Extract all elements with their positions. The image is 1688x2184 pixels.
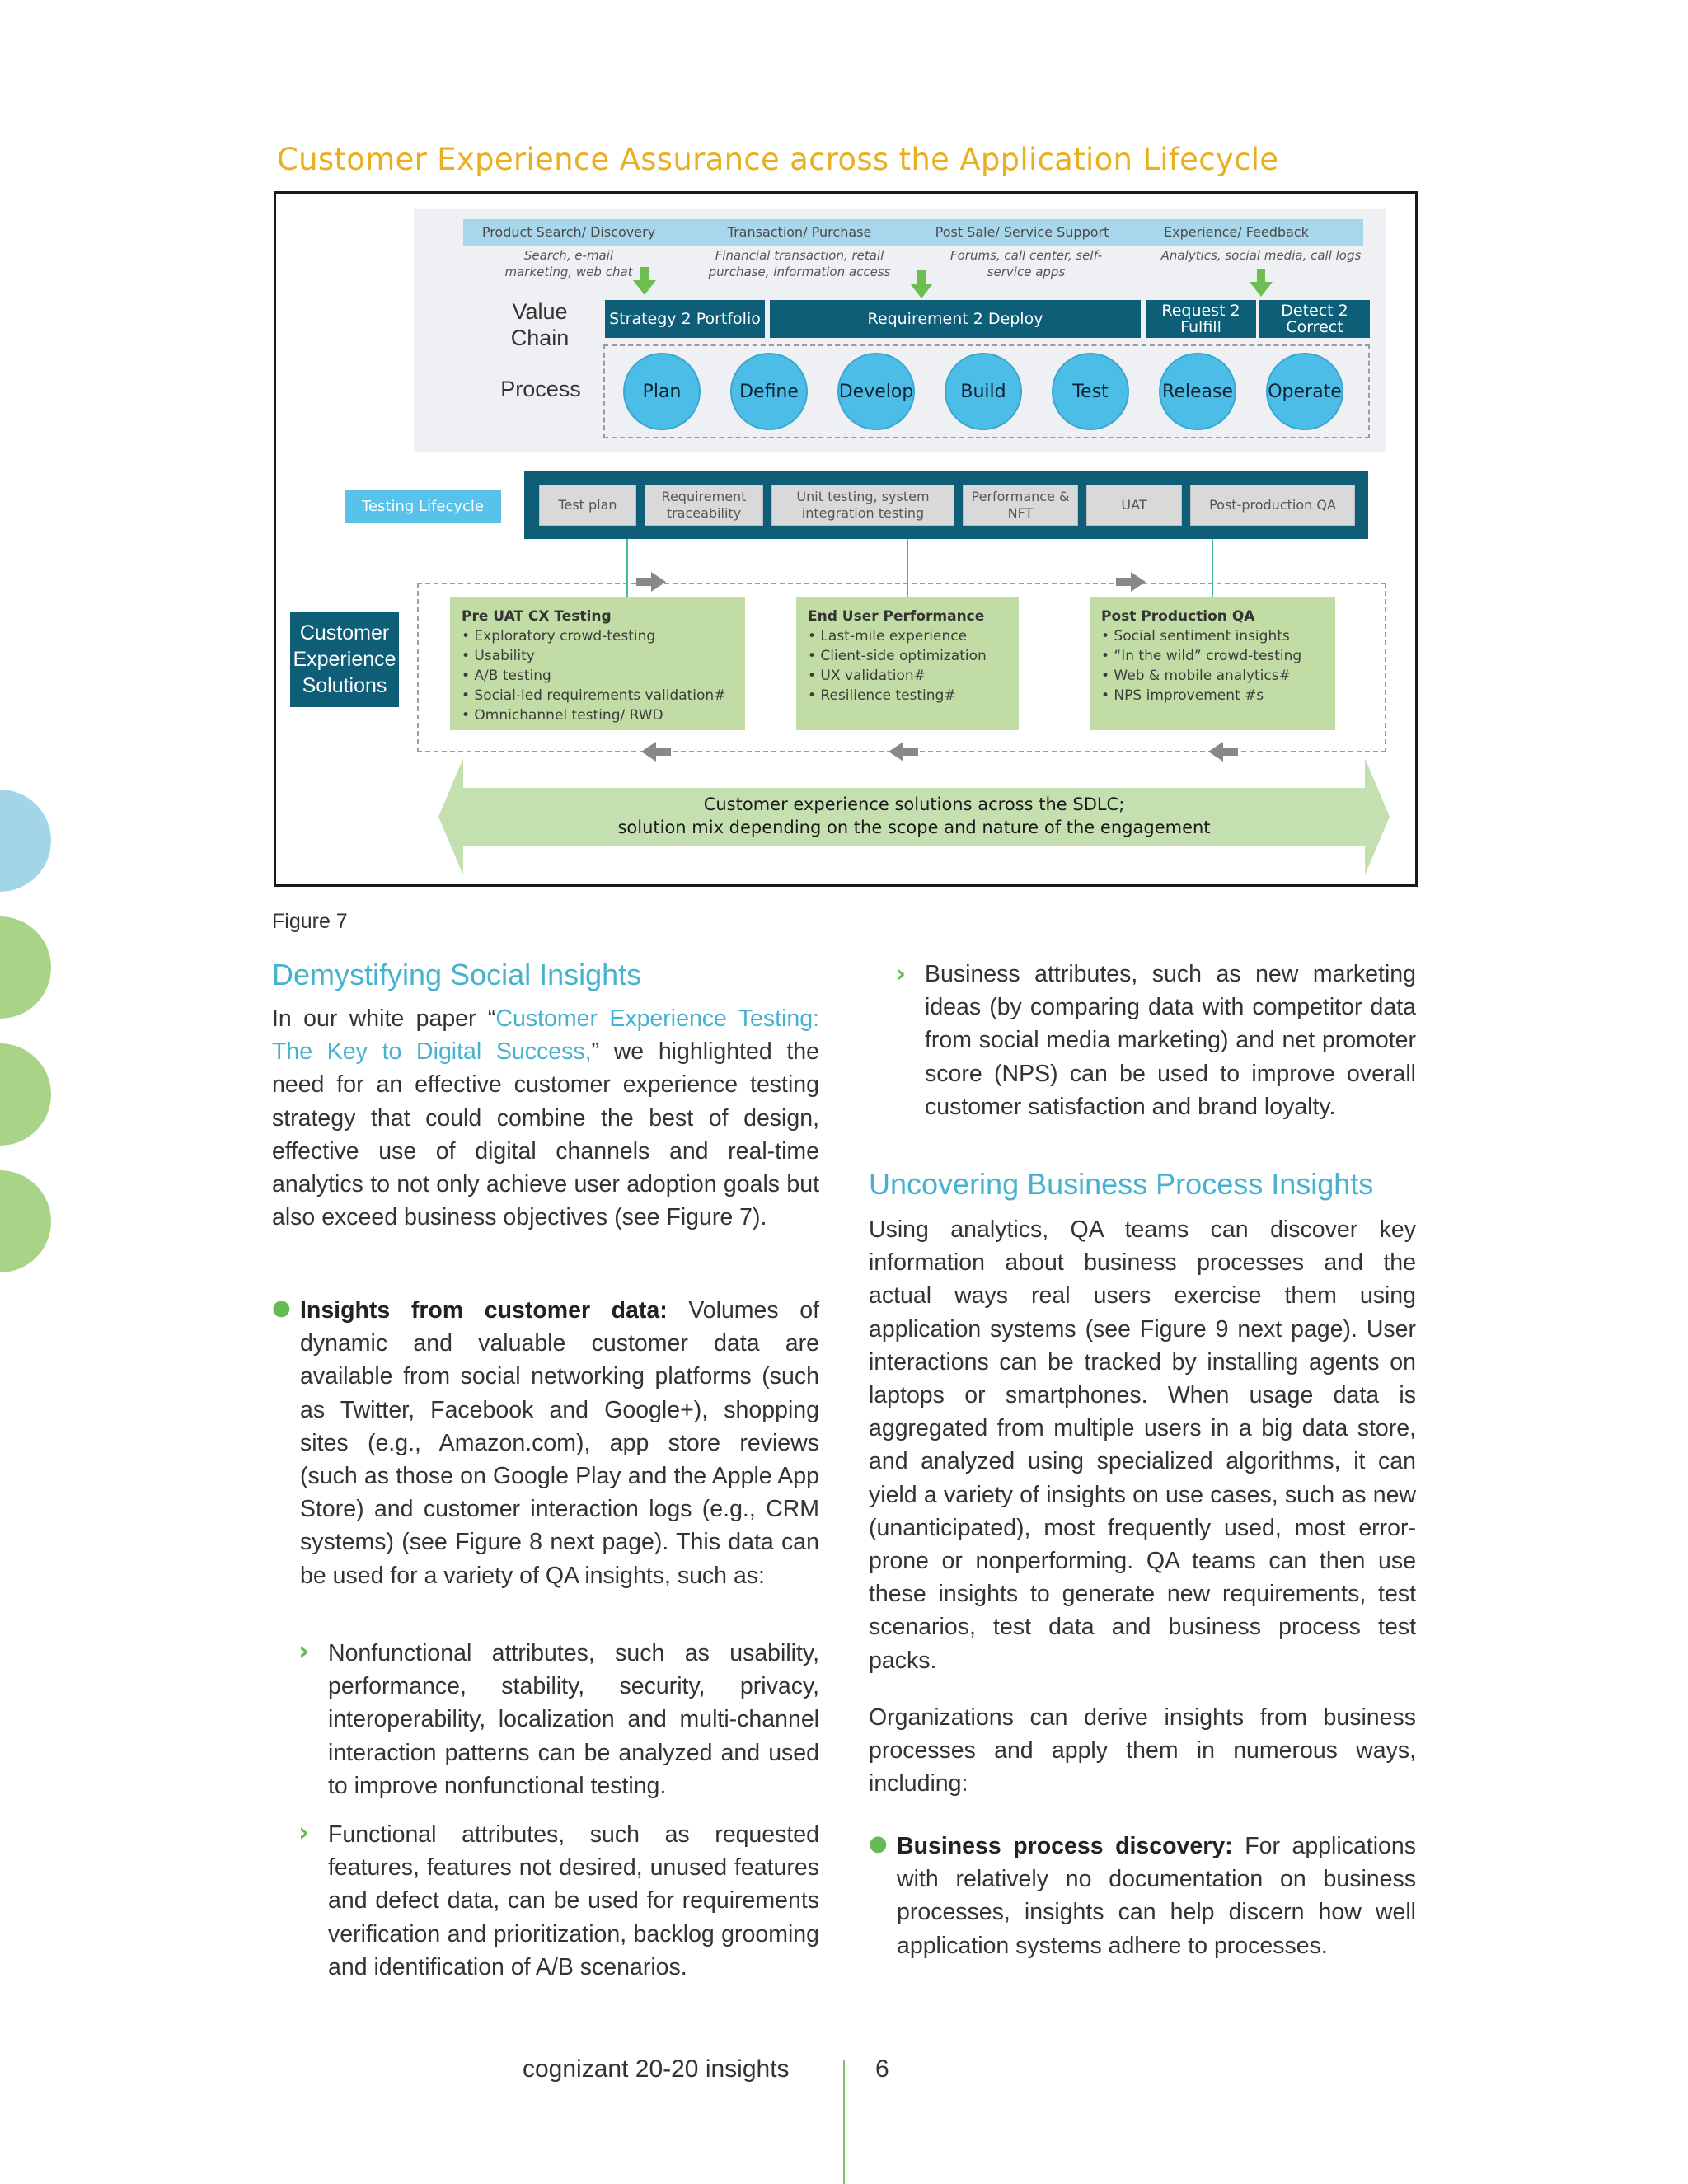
page-number: 6 (875, 2055, 889, 2083)
value-chain-block: Strategy 2 Portfolio (605, 300, 765, 338)
down-arrow-icon (1250, 269, 1273, 297)
phase-label: Product Search/ Discovery (481, 224, 656, 240)
value-chain-label: Value Chain (510, 299, 570, 350)
bullet-title: Business process discovery: (897, 1833, 1233, 1859)
section-heading: Demystifying Social Insights (272, 958, 642, 991)
arrow-caption-line: Customer experience solutions across the SDLC; (703, 794, 1125, 814)
testing-stage: Requirement traceability (645, 485, 763, 526)
process-step: Build (945, 353, 1022, 430)
testing-stage: UAT (1086, 485, 1182, 526)
figure-title: Customer Experience Assurance across the Application Lifecycle (277, 142, 1279, 177)
body-paragraph: Using analytics, QA teams can discover key information about business processes and the actual ways real users exercise them using application systems (see Figure 9 next page). User interactions can be tracked by installing agents on laptops or smartphones. When usage data is aggregated from multiple users in a big data store, and analyzed using specialized algorithms, it can yield a variety of insights on use cases, such as new (unanticipated), most frequently used, most error-prone or nonperforming. QA teams can then use these insights to generate new requirements, test scenarios, test data and business process test packs. (869, 1216, 1416, 1674)
down-arrow-icon (633, 267, 656, 295)
footer-brand: cognizant 20-20 insights (523, 2055, 790, 2083)
customer-experience-label: Customer Experience Solutions (290, 612, 399, 707)
solution-item: • “In the wild” crowd-testing (1101, 648, 1302, 664)
chevron-right-icon: › (298, 1635, 310, 1666)
solution-box (450, 597, 745, 730)
solution-item: • A/B testing (462, 668, 551, 684)
intro-text: In our white paper “ (272, 1005, 496, 1032)
phase-label: Experience/ Feedback (1164, 224, 1309, 240)
solution-item: • Omnichannel testing/ RWD (462, 707, 663, 724)
process-step: Define (730, 353, 808, 430)
process-step: Release (1159, 353, 1236, 430)
solution-item: • NPS improvement #s (1101, 687, 1264, 704)
solution-item: • Usability (462, 648, 535, 664)
sub-bullet-paragraph: Nonfunctional attributes, such as usability, performance, stability, security, privacy, interoperability, localization and multi-channel interaction patterns can be analyzed and used to improve nonfunctional testing. (328, 1640, 819, 1799)
down-arrow-icon (910, 270, 933, 298)
right-arrow-icon (1116, 572, 1146, 592)
value-chain-block: Requirement 2 Deploy (770, 300, 1141, 338)
bullet-icon: ● (272, 1296, 291, 1320)
decorative-circle-green (0, 1043, 51, 1146)
body-paragraph: Organizations can derive insights from business processes and apply them in numerous ways, including: (869, 1704, 1416, 1797)
process-label: Process (500, 377, 581, 401)
arrow-caption (438, 793, 1390, 839)
bullet-icon: ● (869, 1831, 888, 1856)
sub-bullet-paragraph: Functional attributes, such as requested features, features not desired, unused features and defect data, can be used for requirements verification and prioritization, backlog grooming and identification of A/B scenarios. (328, 1821, 819, 1980)
value-chain-block: Request 2 Fulfill (1146, 300, 1256, 338)
sub-bullet-paragraph: Business attributes, such as new marketing ideas (by comparing data with competitor data from social media marketing) and net promoter score (NPS) can be used to improve overall customer satisfaction and brand loyalty. (925, 961, 1416, 1120)
solution-box (796, 597, 1019, 730)
process-step: Test (1052, 353, 1129, 430)
solution-title: Pre UAT CX Testing (462, 608, 612, 625)
decorative-circle-green (0, 916, 51, 1019)
solution-item: • Client-side optimization (808, 648, 987, 664)
chevron-right-icon: › (895, 958, 907, 989)
solution-item: • Last-mile experience (808, 628, 968, 644)
phase-desc: Analytics, social media, call logs (1160, 248, 1362, 263)
solution-item: • Exploratory crowd-testing (462, 628, 656, 644)
chevron-right-icon: › (298, 1816, 310, 1848)
solution-item: • Web & mobile analytics# (1101, 668, 1291, 684)
bullet-text: Volumes of dynamic and valuable customer data are available from social networking platforms (such as Twitter, Facebook and Google+), shopping sites (e.g., Amazon.com), app store reviews (such as those on Google Play and the Apple App Store) and customer interaction logs (e.g., CRM systems) (see Figure 8 next page). This data can be used for a variety of QA insights, such as: (300, 1297, 819, 1589)
testing-lifecycle-label: Testing Lifecycle (345, 490, 501, 523)
process-step: Develop (837, 353, 915, 430)
bullet-paragraph (300, 1294, 819, 1592)
solution-item: • Resilience testing# (808, 687, 956, 704)
solution-box (1090, 597, 1335, 730)
footer-divider (843, 2060, 845, 2184)
testing-stage: Test plan (539, 485, 636, 526)
process-step: Plan (623, 353, 701, 430)
right-arrow-icon (636, 572, 666, 592)
phase-label: Transaction/ Purchase (727, 224, 872, 240)
phase-desc: Search, e-mail marketing, web chat (504, 248, 633, 279)
white-paper-link[interactable]: Customer Experience Testing: The Key to Digital Success, (272, 1005, 819, 1066)
decorative-circle-blue (0, 790, 51, 892)
testing-stage: Unit testing, system integration testing (771, 485, 954, 526)
bullet-text: For applications with relatively no documentation on business processes, insights can help discern how well application systems adhere to processes. (897, 1833, 1417, 1959)
decorative-circle-green (0, 1170, 51, 1272)
phase-label: Post Sale/ Service Support (935, 224, 1109, 240)
process-step: Operate (1266, 353, 1343, 430)
arrow-caption-line: solution mix depending on the scope and nature of the engagement (617, 818, 1211, 837)
solution-item: • UX validation# (808, 668, 926, 684)
value-chain-block: Detect 2 Correct (1259, 300, 1370, 338)
solution-item: • Social-led requirements validation# (462, 687, 726, 704)
testing-stage: Post-production QA (1190, 485, 1355, 526)
bullet-title: Insights from customer data: (300, 1297, 668, 1324)
phase-desc: Financial transaction, retail purchase, information access (708, 248, 891, 279)
testing-stage: Performance & NFT (963, 485, 1078, 526)
intro-text: ” we highlighted the need for an effective customer experience testing strategy that could combine the best of design, effective use of digital channels and real-time analytics to not only achieve user adoption goals but also exceed business objectives (see Figure 7). (272, 1038, 819, 1231)
figure-caption: Figure 7 (272, 910, 348, 933)
phase-desc: Forums, call center, self- service apps (950, 248, 1103, 279)
solution-title: Post Production QA (1101, 608, 1255, 625)
intro-paragraph (272, 1002, 819, 1234)
bullet-paragraph (897, 1830, 1416, 1962)
solution-title: End User Performance (808, 608, 985, 625)
solution-item: • Social sentiment insights (1101, 628, 1290, 644)
section-heading: Uncovering Business Process Insights (869, 1167, 1374, 1201)
